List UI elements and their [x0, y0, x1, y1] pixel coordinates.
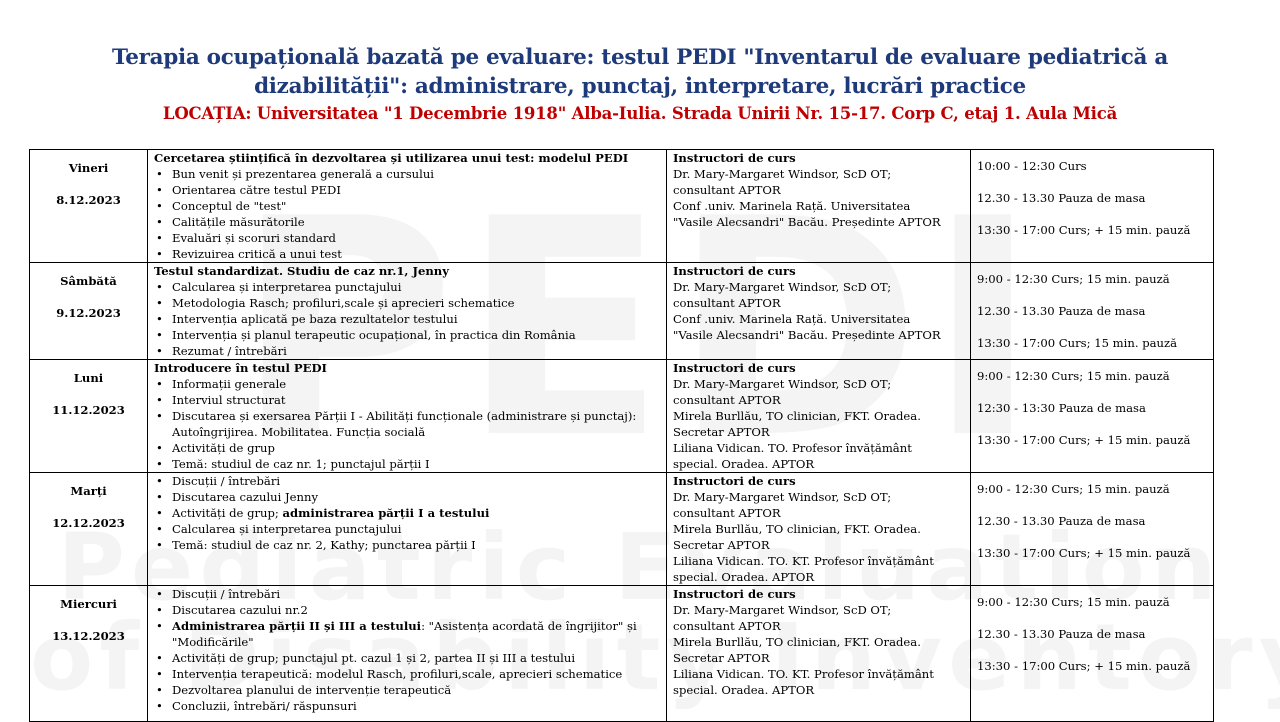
- time-slot: 13:30 - 17:00 Curs; + 15 min. pauză: [977, 433, 1191, 447]
- topic-item-text: Intervenția aplicată pe baza rezultatelor testului: [172, 312, 458, 326]
- time-slot: 13:30 - 17:00 Curs; + 15 min. pauză: [977, 223, 1191, 237]
- topic-item-text: Dezvoltarea planului de intervenție terapeutică: [172, 683, 452, 697]
- topic-item-text: Interviul structurat: [172, 393, 286, 407]
- times-cell: [971, 360, 1214, 473]
- instructor-line: Dr. Mary-Margaret Windsor, ScD OT;: [673, 280, 892, 294]
- instructor-line: consultant APTOR: [673, 506, 781, 520]
- topics-cell: [148, 473, 667, 586]
- topic-item-text: Activități de grup; punctajul pt. cazul 1 și 2, partea II și III a testului: [172, 651, 576, 665]
- topic-item: [154, 650, 660, 666]
- topic-item: [154, 521, 660, 537]
- instructor-line: special. Oradea. APTOR: [673, 457, 815, 471]
- time-slot: 9:00 - 12:30 Curs; 15 min. pauză: [977, 482, 1170, 496]
- topic-item-text: Intervenția terapeutică: modelul Rasch, profiluri,scale, aprecieri schematice: [172, 667, 623, 681]
- instructors-heading: Instructori de curs: [673, 474, 796, 488]
- topic-item: [154, 198, 660, 214]
- times-cell: [971, 263, 1214, 360]
- topic-item-text: Intervenția și planul terapeutic ocupațional, în practica din România: [172, 328, 576, 342]
- topic-item-bold: Administrarea părții II și III a testului: [172, 619, 422, 633]
- topic-item-text: Conceptul de "test": [172, 199, 287, 213]
- time-slot: 12.30 - 13.30 Pauza de masa: [977, 304, 1146, 318]
- topic-item-text: Orientarea către testul PEDI: [172, 183, 341, 197]
- day-date: 9.12.2023: [56, 306, 121, 320]
- instructors-heading: Instructori de curs: [673, 361, 796, 375]
- schedule-row: [30, 360, 1214, 473]
- instructors-cell: [667, 473, 971, 586]
- instructor-line: special. Oradea. APTOR: [673, 570, 815, 584]
- topic-item-text: Discutarea cazului nr.2: [172, 603, 308, 617]
- topic-item-text: Temă: studiul de caz nr. 1; punctajul părții I: [172, 457, 430, 471]
- day-name: Luni: [73, 371, 104, 385]
- schedule-row: [30, 263, 1214, 360]
- topic-item: [154, 182, 660, 198]
- course-location: LOCAȚIA: Universitatea "1 Decembrie 1918" Alba-Iulia. Strada Unirii Nr. 15-17. Corp C, etaj 1. Aula Mică: [162, 104, 1118, 123]
- instructor-line: Secretar APTOR: [673, 425, 770, 439]
- topic-heading: Introducere în testul PEDI: [154, 361, 327, 375]
- instructor-line: Liliana Vidican. TO. Profesor învățământ: [673, 441, 912, 455]
- instructor-line: Dr. Mary-Margaret Windsor, ScD OT;: [673, 167, 892, 181]
- instructor-line: Liliana Vidican. TO. KT. Profesor învățământ: [673, 667, 934, 681]
- course-title: Terapia ocupațională bazată pe evaluare: testul PEDI "Inventarul de evaluare pediatrică a dizabilității": administrare, punctaj, interpretare, lucrări practice: [112, 45, 1168, 99]
- day-cell: [30, 150, 148, 263]
- topic-heading: Cercetarea științifică în dezvoltarea și utilizarea unui test: modelul PEDI: [154, 151, 629, 165]
- topic-list: [154, 279, 660, 359]
- instructor-line: Liliana Vidican. TO. KT. Profesor învățământ: [673, 554, 934, 568]
- time-slot: 12.30 - 13.30 Pauza de masa: [977, 191, 1146, 205]
- times-cell: [971, 473, 1214, 586]
- time-slot: 12.30 - 13.30 Pauza de masa: [977, 514, 1146, 528]
- topic-item: [154, 586, 660, 602]
- instructor-line: consultant APTOR: [673, 393, 781, 407]
- topic-item: [154, 230, 660, 246]
- topic-list: [154, 473, 660, 553]
- instructors-heading: Instructori de curs: [673, 264, 796, 278]
- topic-item-text: Concluzii, întrebări/ răspunsuri: [172, 699, 357, 713]
- instructors-heading: Instructori de curs: [673, 151, 796, 165]
- topic-item-text: Bun venit și prezentarea generală a cursului: [172, 167, 435, 181]
- topic-item-text: Discutarea și exersarea Părții I - Abilități funcționale (administrare și punctaj): Autoîngrijirea. Mobilitatea. Funcția socială: [172, 409, 637, 439]
- topic-item: [154, 295, 660, 311]
- day-cell: [30, 473, 148, 586]
- instructor-line: Secretar APTOR: [673, 651, 770, 665]
- instructor-line: special. Oradea. APTOR: [673, 683, 815, 697]
- topic-item-rest: : "Asistența acordată de îngrijitor" și "Modificările": [172, 619, 637, 649]
- topic-item-text: Evaluări și scoruri standard: [172, 231, 336, 245]
- time-slot: 13:30 - 17:00 Curs; + 15 min. pauză: [977, 546, 1191, 560]
- instructors-cell: [667, 263, 971, 360]
- topic-item: [154, 376, 660, 392]
- instructor-line: Mirela Burllău, TO clinician, FKT. Oradea.: [673, 635, 921, 649]
- topic-list: [154, 166, 660, 262]
- time-slot: 9:00 - 12:30 Curs; 15 min. pauză: [977, 369, 1170, 383]
- topic-item: [154, 343, 660, 359]
- instructor-line: Dr. Mary-Margaret Windsor, ScD OT;: [673, 603, 892, 617]
- topic-item: [154, 698, 660, 714]
- topic-item: [154, 327, 660, 343]
- time-slot: 12:30 - 13:30 Pauza de masa: [977, 401, 1146, 415]
- time-slot: 12.30 - 13.30 Pauza de masa: [977, 627, 1146, 641]
- topic-item: [154, 214, 660, 230]
- time-slot: 13:30 - 17:00 Curs; 15 min. pauză: [977, 336, 1178, 350]
- day-cell: [30, 263, 148, 360]
- topic-item: [154, 602, 660, 618]
- schedule-row: [30, 473, 1214, 586]
- day-name: Sâmbătă: [60, 274, 117, 288]
- topic-item: [154, 440, 660, 456]
- topics-cell: [148, 360, 667, 473]
- topics-cell: [148, 263, 667, 360]
- day-name: Vineri: [68, 161, 109, 175]
- topics-cell: [148, 150, 667, 263]
- instructors-cell: [667, 360, 971, 473]
- topic-item-text: Activități de grup;: [172, 506, 283, 520]
- times-cell: [971, 586, 1214, 722]
- topic-item: [154, 246, 660, 262]
- topic-item: [154, 166, 660, 182]
- topic-item-text: Calitățile măsurătorile: [172, 215, 305, 229]
- topic-item: [154, 473, 660, 489]
- topics-cell: [148, 586, 667, 722]
- topic-item-text: Informații generale: [172, 377, 287, 391]
- topic-item: [154, 537, 660, 553]
- schedule-table: [29, 149, 1214, 722]
- instructor-line: consultant APTOR: [673, 619, 781, 633]
- instructor-line: Mirela Burllău, TO clinician, FKT. Oradea.: [673, 409, 921, 423]
- topic-item: [154, 505, 660, 521]
- day-date: 8.12.2023: [56, 193, 121, 207]
- instructors-cell: [667, 150, 971, 263]
- day-name: Miercuri: [60, 597, 117, 611]
- topic-item: [154, 489, 660, 505]
- topic-item: [154, 311, 660, 327]
- day-cell: [30, 586, 148, 722]
- topic-item: [154, 666, 660, 682]
- topic-item: [154, 456, 660, 472]
- day-date: 13.12.2023: [52, 629, 125, 643]
- day-date: 11.12.2023: [52, 403, 125, 417]
- day-name: Marți: [70, 484, 107, 498]
- instructor-line: consultant APTOR: [673, 183, 781, 197]
- topic-item-text: Discuții / întrebări: [172, 587, 281, 601]
- instructor-line: consultant APTOR: [673, 296, 781, 310]
- topic-item-text: Activități de grup: [172, 441, 275, 455]
- schedule-row: [30, 586, 1214, 722]
- topic-item: [154, 392, 660, 408]
- topic-item-text: Calcularea și interpretarea punctajului: [172, 522, 402, 536]
- topic-list: [154, 586, 660, 714]
- times-cell: [971, 150, 1214, 263]
- topic-item: [154, 408, 660, 440]
- instructor-line: Dr. Mary-Margaret Windsor, ScD OT;: [673, 377, 892, 391]
- topic-item: [154, 682, 660, 698]
- topic-item-text: Calcularea și interpretarea punctajului: [172, 280, 402, 294]
- topic-list: [154, 376, 660, 472]
- topic-item-text: Discutarea cazului Jenny: [172, 490, 319, 504]
- instructor-line: Dr. Mary-Margaret Windsor, ScD OT;: [673, 490, 892, 504]
- instructor-line: "Vasile Alecsandri" Bacău. Președinte APTOR: [673, 215, 941, 229]
- instructor-line: Conf .univ. Marinela Rață. Universitatea: [673, 199, 911, 213]
- instructor-line: "Vasile Alecsandri" Bacău. Președinte APTOR: [673, 328, 941, 342]
- time-slot: 9:00 - 12:30 Curs; 15 min. pauză: [977, 272, 1170, 286]
- time-slot: 9:00 - 12:30 Curs; 15 min. pauză: [977, 595, 1170, 609]
- topic-item-text: Metodologia Rasch; profiluri,scale și aprecieri schematice: [172, 296, 515, 310]
- time-slot: 10:00 - 12:30 Curs: [977, 159, 1087, 173]
- time-slot: 13:30 - 17:00 Curs; + 15 min. pauză: [977, 659, 1191, 673]
- topic-item-text: Revizuirea critică a unui test: [172, 247, 342, 261]
- instructor-line: Secretar APTOR: [673, 538, 770, 552]
- instructors-heading: Instructori de curs: [673, 587, 796, 601]
- topic-item: [154, 618, 660, 650]
- instructor-line: Conf .univ. Marinela Rață. Universitatea: [673, 312, 911, 326]
- day-cell: [30, 360, 148, 473]
- topic-item-text: Rezumat / întrebări: [172, 344, 287, 358]
- topic-item-text: Discuții / întrebări: [172, 474, 281, 488]
- topic-item-text: Temă: studiul de caz nr. 2, Kathy; punctarea părții I: [172, 538, 476, 552]
- instructor-line: Mirela Burllău, TO clinician, FKT. Oradea.: [673, 522, 921, 536]
- topic-item-bold: administrarea părții I a testului: [282, 506, 490, 520]
- topic-item: [154, 279, 660, 295]
- topic-heading: Testul standardizat. Studiu de caz nr.1, Jenny: [154, 264, 449, 278]
- instructors-cell: [667, 586, 971, 722]
- schedule-row: [30, 150, 1214, 263]
- day-date: 12.12.2023: [52, 516, 125, 530]
